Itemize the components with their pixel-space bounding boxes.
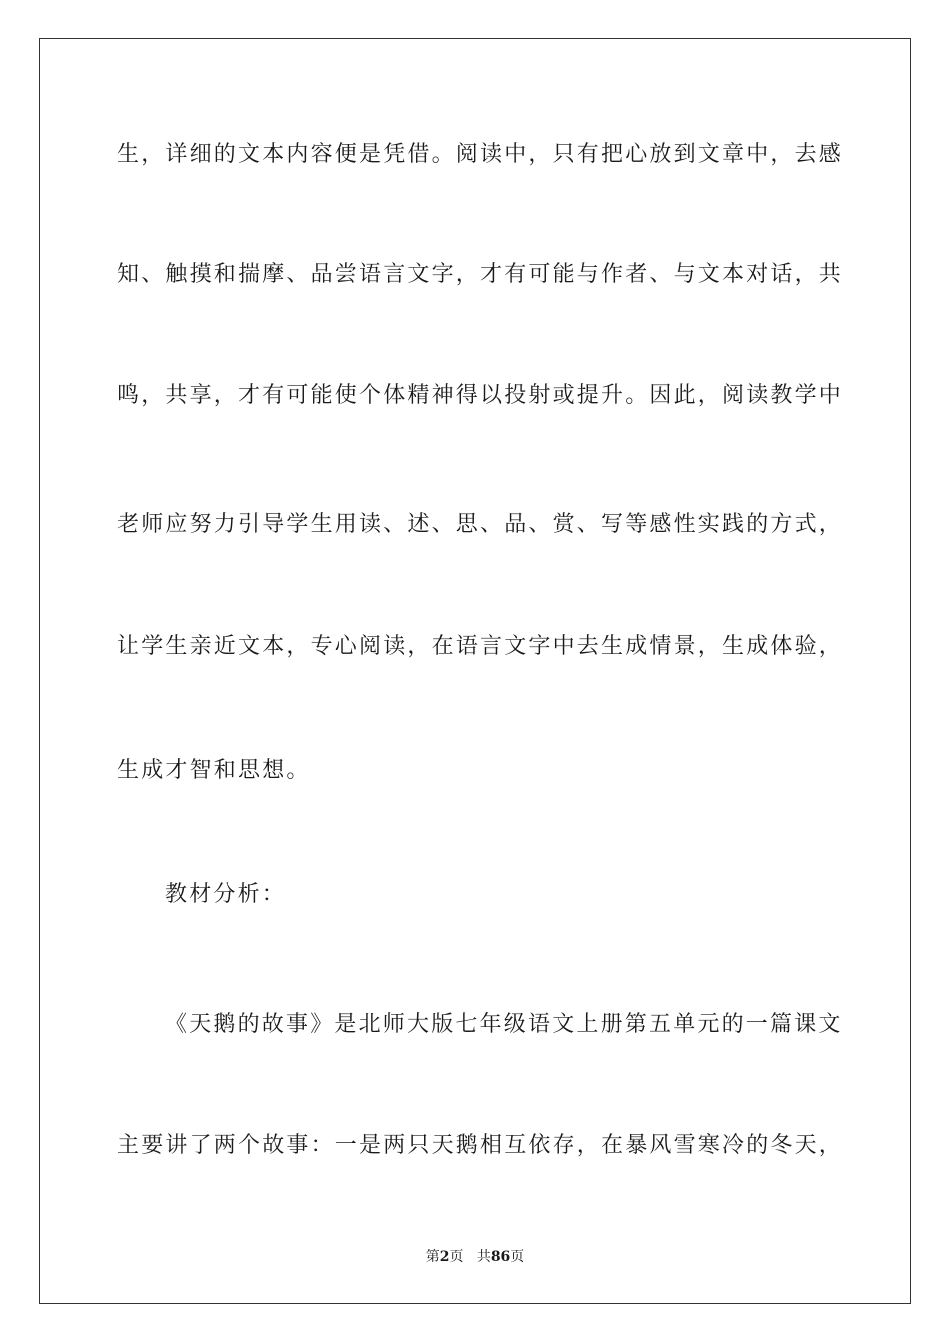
body-line-1: 生，详细的文本内容便是凭借。阅读中，只有把心放到文章中，去感	[117, 142, 844, 167]
section-heading: 教材分析：	[165, 882, 287, 907]
page-footer	[0, 1247, 950, 1267]
body-line-4: 老师应努力引导学生用读、述、思、品、赏、写等感性实践的方式，	[117, 512, 844, 537]
page-number: 2	[439, 1249, 450, 1265]
page-frame	[39, 38, 911, 1304]
total-pages: 86	[490, 1249, 511, 1265]
total-prefix: 共	[476, 1249, 491, 1265]
body-line-2: 知、触摸和揣摩、品尝语言文字，才有可能与作者、与文本对话，共	[117, 262, 844, 287]
body-line-3: 鸣，共享，才有可能使个体精神得以投射或提升。因此，阅读教学中	[117, 383, 844, 408]
body-line-8: 《天鹅的故事》是北师大版七年级语文上册第五单元的一篇课文	[165, 1012, 843, 1037]
total-suffix: 页	[510, 1249, 525, 1265]
body-line-9: 主要讲了两个故事：一是两只天鹅相互依存，在暴风雪寒冷的冬天，	[117, 1133, 844, 1158]
page-suffix: 页	[449, 1249, 464, 1265]
body-line-5: 让学生亲近文本，专心阅读，在语言文字中去生成情景，生成体验，	[117, 634, 844, 659]
body-line-6: 生成才智和思想。	[117, 758, 311, 783]
page-prefix: 第	[425, 1249, 440, 1265]
